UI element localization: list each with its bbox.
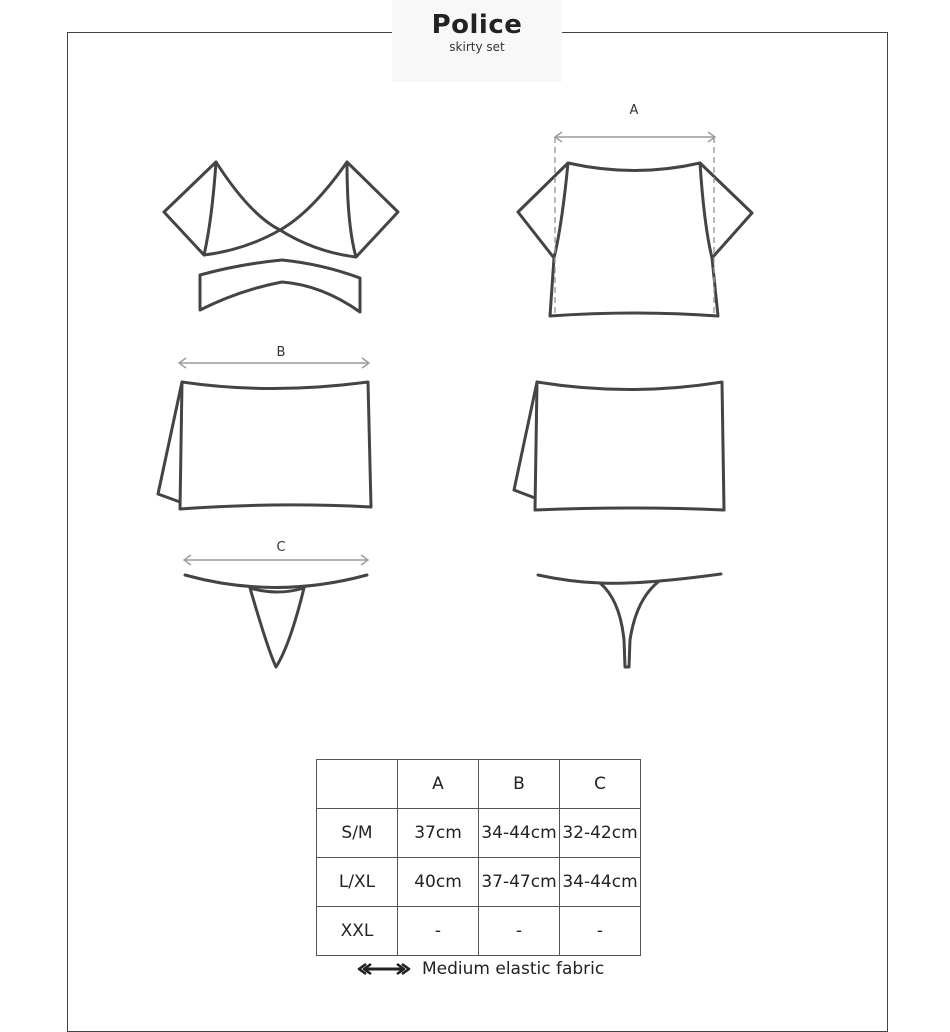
product-title: Police — [431, 10, 523, 40]
measure-cell: 37-47cm — [479, 858, 560, 907]
measure-cell: - — [479, 907, 560, 956]
size-table-header-a: A — [398, 760, 479, 809]
top-back-drawing — [518, 103, 752, 316]
measure-cell: 34-44cm — [479, 809, 560, 858]
size-cell: XXL — [317, 907, 398, 956]
table-row — [317, 809, 641, 858]
size-table-header-b: B — [479, 760, 560, 809]
product-subtitle: skirty set — [449, 40, 505, 54]
thong-front-drawing — [184, 540, 368, 667]
size-cell: L/XL — [317, 858, 398, 907]
table-row — [317, 907, 641, 956]
measure-cell: - — [560, 907, 641, 956]
skirt-back-drawing — [514, 382, 724, 510]
size-table — [316, 759, 641, 956]
size-table-header-c: C — [560, 760, 641, 809]
measure-cell: 37cm — [398, 809, 479, 858]
measure-cell: 34-44cm — [560, 858, 641, 907]
legend-text: Medium elastic fabric — [422, 959, 605, 979]
dimension-label-c: C — [276, 540, 286, 555]
measure-cell: - — [398, 907, 479, 956]
measure-cell: 40cm — [398, 858, 479, 907]
double-arrow-icon — [356, 961, 412, 977]
top-front-drawing — [164, 162, 398, 312]
size-table-header-row — [317, 760, 641, 809]
fabric-legend — [356, 959, 604, 979]
table-row — [317, 858, 641, 907]
measure-cell: 32-42cm — [560, 809, 641, 858]
size-cell: S/M — [317, 809, 398, 858]
dimension-label-b: B — [276, 345, 286, 360]
skirt-front-drawing — [158, 345, 371, 509]
thong-back-drawing — [538, 574, 721, 667]
size-table-corner-cell — [317, 760, 398, 809]
dimension-label-a: A — [629, 103, 639, 118]
